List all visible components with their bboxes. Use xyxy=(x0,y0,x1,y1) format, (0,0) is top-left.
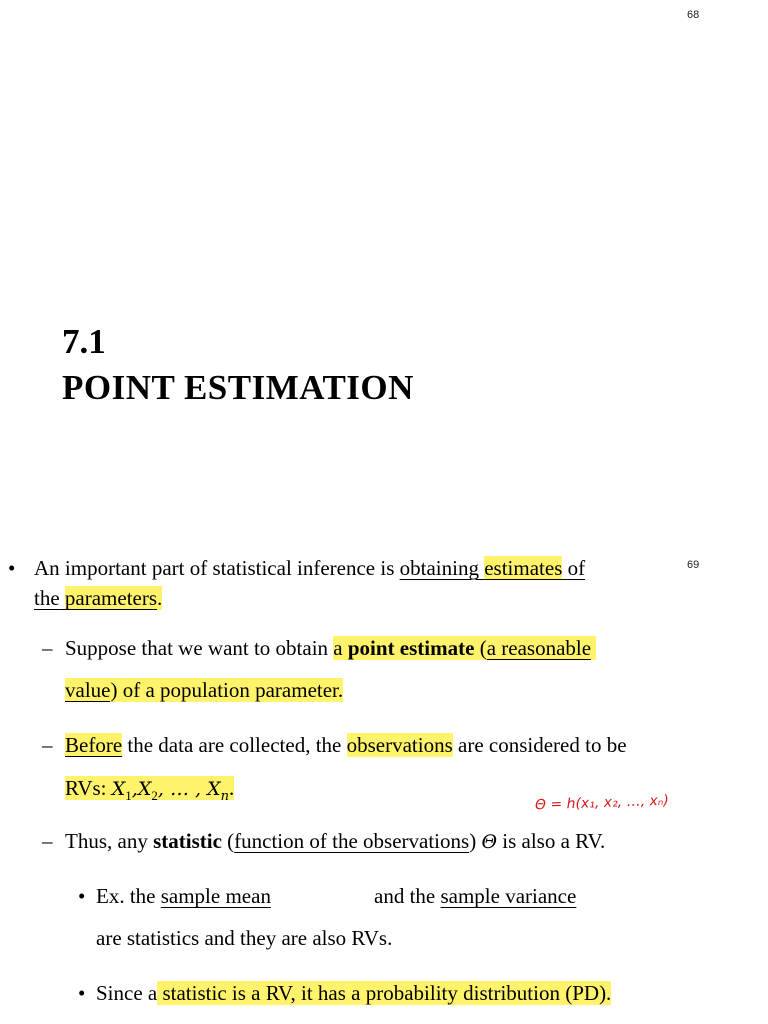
sub2-line2 xyxy=(65,776,234,805)
bullet-marker: • xyxy=(78,981,86,1005)
text: and the xyxy=(374,884,441,908)
math: , … , xyxy=(157,778,208,800)
before-text: Before xyxy=(65,733,123,757)
bullet1-line1 xyxy=(34,556,585,581)
estimates-highlight: estimates xyxy=(484,556,563,580)
bullet1-line2 xyxy=(34,586,162,611)
dash-marker: – xyxy=(42,829,53,853)
text: Suppose that we want to obtain xyxy=(65,636,334,660)
sub2-line1 xyxy=(65,733,627,758)
math: X xyxy=(111,778,126,800)
text: RVs: xyxy=(65,776,112,800)
text: Since a xyxy=(96,981,158,1005)
text: An important part of statistical inference is xyxy=(34,556,400,580)
sample-mean-text: sample mean xyxy=(160,884,271,908)
math: X xyxy=(137,778,152,800)
sub4-line2: are statistics and they are also RVs. xyxy=(96,926,393,950)
handwritten-note: Θ = h(x₁, x₂, …, xₙ) xyxy=(534,792,670,814)
text: Ex. the xyxy=(96,884,161,908)
sub1-line2 xyxy=(65,678,343,703)
text: ( xyxy=(221,829,235,853)
bullet-marker: • xyxy=(78,884,86,908)
sample-variance-text: sample variance xyxy=(440,884,577,908)
point-estimate-term: point estimate xyxy=(347,636,475,660)
reasonable-text: a reasonable xyxy=(486,636,592,660)
section-number: 7.1 xyxy=(62,322,106,361)
dash-marker: – xyxy=(42,636,53,660)
parameters-highlight: parameters xyxy=(64,586,158,610)
text: the data are collected, the xyxy=(122,733,347,757)
text: ) of a population parameter. xyxy=(110,678,344,702)
value-text: value xyxy=(65,678,111,702)
text: ( xyxy=(474,636,487,660)
page-number-top: 68 xyxy=(687,9,700,21)
dot: . xyxy=(157,586,163,610)
the-text: the xyxy=(34,586,60,610)
sub5-line xyxy=(96,981,611,1006)
text: Thus, any xyxy=(65,829,154,853)
of-text: of xyxy=(567,556,586,580)
subscript: n xyxy=(220,789,229,805)
text: ) xyxy=(469,829,482,853)
subscript: 1 xyxy=(125,788,132,804)
dash-marker: – xyxy=(42,733,53,757)
text: is also a RV. xyxy=(497,829,606,853)
pd-highlight: statistic is a RV, it has a probability distribution (PD). xyxy=(157,981,612,1005)
theta-symbol: Θ xyxy=(481,831,498,853)
text: . xyxy=(228,776,235,800)
statistic-term: statistic xyxy=(153,829,222,853)
sub1-line1 xyxy=(65,636,596,661)
page-number-second: 69 xyxy=(687,559,700,571)
math: X xyxy=(207,778,221,800)
subscript: 2 xyxy=(151,788,158,804)
observations-highlight: observations xyxy=(346,733,453,757)
sub4-line1b xyxy=(374,884,576,909)
sub3-line xyxy=(65,829,605,854)
bullet-marker: • xyxy=(8,556,16,580)
text: are considered to be xyxy=(452,733,627,757)
text: a xyxy=(333,636,348,660)
math: , xyxy=(131,778,138,800)
sub4-line1 xyxy=(96,884,271,909)
section-title: POINT ESTIMATION xyxy=(62,368,414,407)
function-text: function of the observations xyxy=(234,829,470,853)
obtaining-text: obtaining xyxy=(399,556,479,580)
